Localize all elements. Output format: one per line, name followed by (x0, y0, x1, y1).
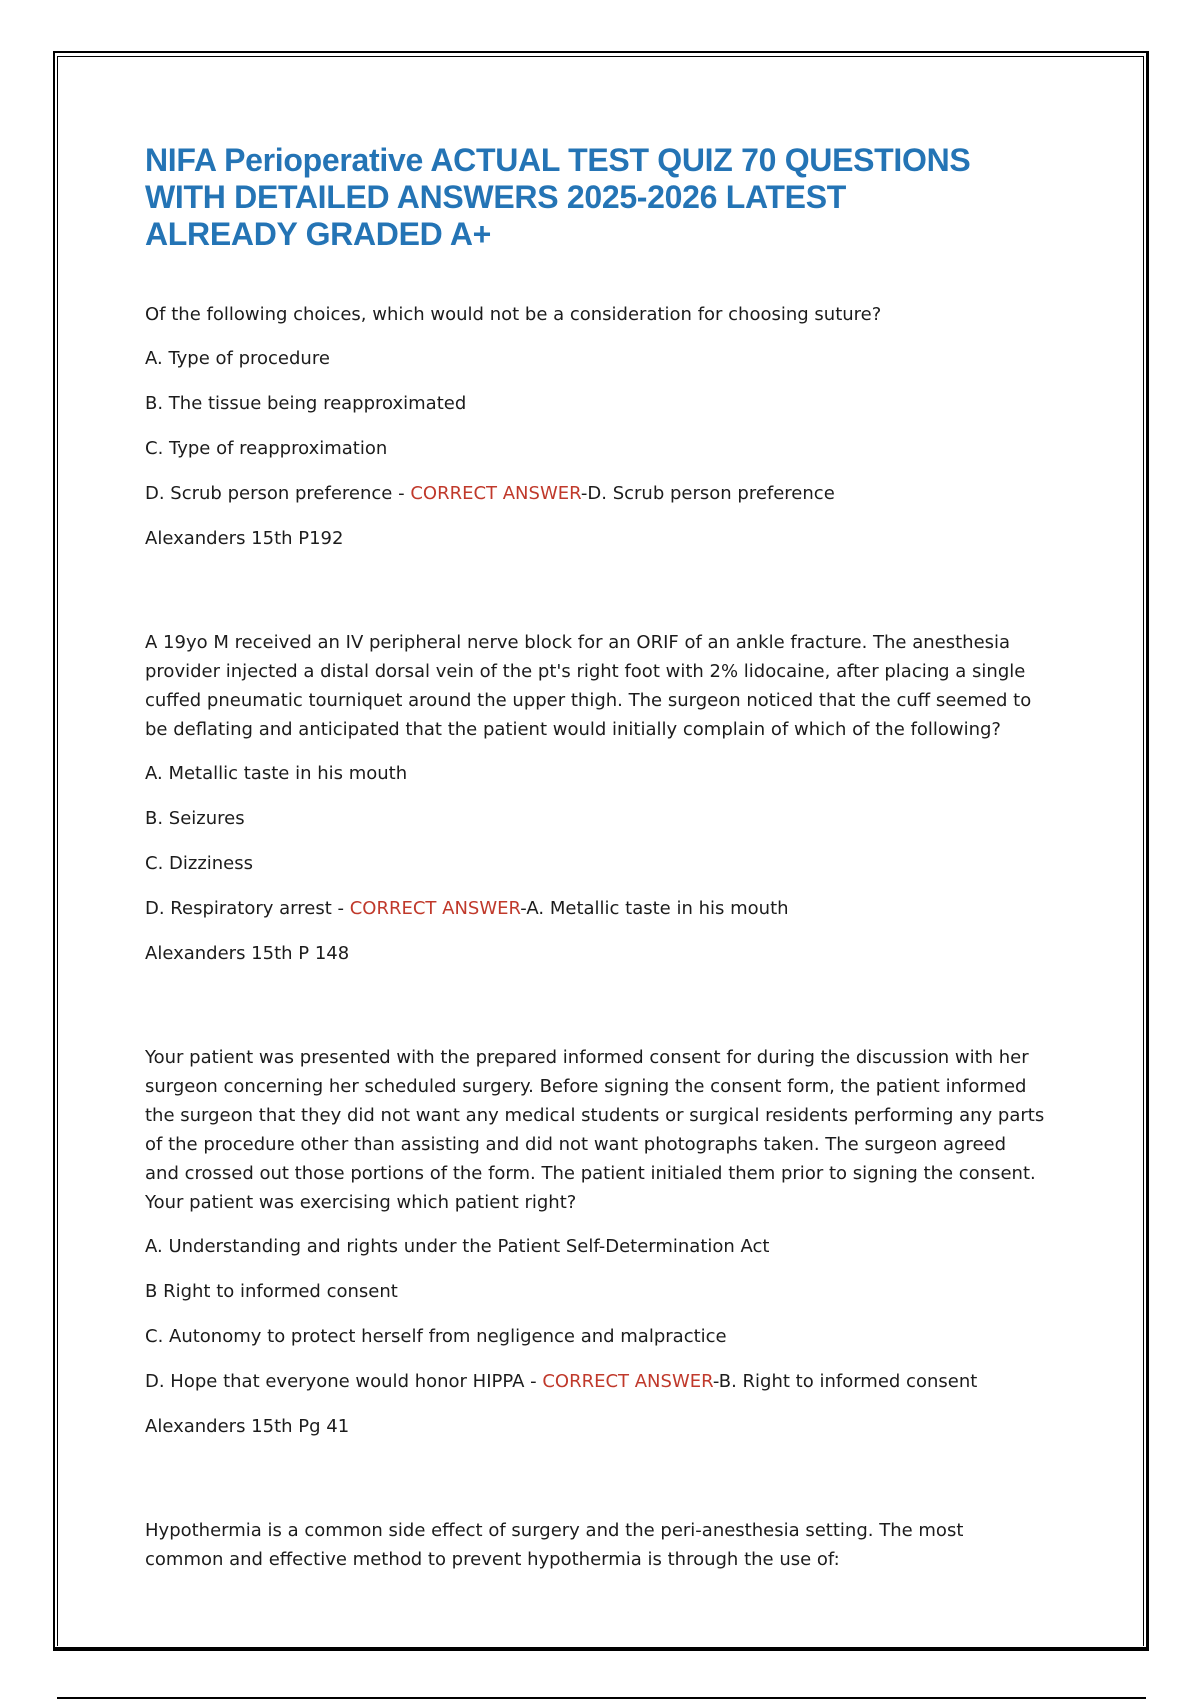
answer-option-b: B. Seizures (145, 808, 245, 829)
title-line-1: NIFA Perioperative ACTUAL TEST QUIZ 70 QUESTIONS (145, 142, 971, 178)
correct-answer-label: CORRECT ANSWER (410, 483, 581, 504)
answer-option-b: B Right to informed consent (145, 1281, 398, 1302)
answer-option-c: C. Autonomy to protect herself from negligence and malpractice (145, 1326, 727, 1347)
correct-answer-text: -D. Scrub person preference (580, 483, 835, 504)
answer-option-b: B. The tissue being reapproximated (145, 393, 467, 414)
question-stem: Hypothermia is a common side effect of surgery and the peri-anesthesia setting. The most common and effective method to prevent hypothermia is through the use of: (145, 1520, 964, 1570)
reference-citation: Alexanders 15th P192 (145, 528, 344, 549)
answer-option-d-with-answer (145, 1367, 1045, 1396)
document-body (145, 300, 1045, 1649)
correct-answer-text: -B. Right to informed consent (712, 1371, 978, 1392)
reference-citation: Alexanders 15th P 148 (145, 943, 350, 964)
title-line-3: ALREADY GRADED A+ (145, 216, 492, 252)
answer-option-d: D. Respiratory arrest - (145, 898, 350, 919)
question-stem: Your patient was presented with the prepared informed consent for during the discussion with her surgeon concerning her scheduled surgery. Before signing the consent form, the patient informed the surgeon that they did not want any medical students or surgical residents performing any parts of the procedure other than assisting and did not want photographs taken. The surgeon agreed and crossed out those portions of the form. The patient initialed them prior to signing the consent. Your patient was exercising which patient right? (145, 1047, 1045, 1213)
correct-answer-label: CORRECT ANSWER (542, 1371, 713, 1392)
correct-answer-label: CORRECT ANSWER (349, 898, 521, 919)
answer-option-d: D. Scrub person preference - (145, 483, 411, 504)
reference-citation: Alexanders 15th Pg 41 (145, 1416, 350, 1437)
question-block-1 (145, 300, 1045, 553)
answer-option-d-with-answer (145, 894, 1045, 923)
question-block-3 (145, 1043, 1045, 1441)
document-title (145, 142, 1045, 253)
answer-option-a: A. Metallic taste in his mouth (145, 763, 408, 784)
answer-option-d-with-answer (145, 479, 1045, 508)
next-page-edge (57, 1697, 1146, 1699)
question-block-2 (145, 628, 1045, 968)
question-stem: Of the following choices, which would not be a consideration for choosing suture? (145, 304, 882, 325)
question-block-4 (145, 1516, 1045, 1574)
answer-option-c: C. Type of reapproximation (145, 438, 388, 459)
question-stem: A 19yo M received an IV peripheral nerve block for an ORIF of an ankle fracture. The anesthesia provider injected a distal dorsal vein of the pt's right foot with 2% lidocaine, after placing a single cuffed pneumatic tourniquet around the upper thigh. The surgeon noticed that the cuff seemed to be deflating and anticipated that the patient would initially complain of which of the following? (145, 632, 1032, 740)
answer-option-a: A. Understanding and rights under the Patient Self-Determination Act (145, 1236, 770, 1257)
answer-option-c: C. Dizziness (145, 853, 254, 874)
title-line-2: WITH DETAILED ANSWERS 2025-2026 LATEST (145, 179, 847, 215)
correct-answer-text: -A. Metallic taste in his mouth (520, 898, 789, 919)
answer-option-a: A. Type of procedure (145, 348, 330, 369)
answer-option-d: D. Hope that everyone would honor HIPPA - (145, 1371, 543, 1392)
